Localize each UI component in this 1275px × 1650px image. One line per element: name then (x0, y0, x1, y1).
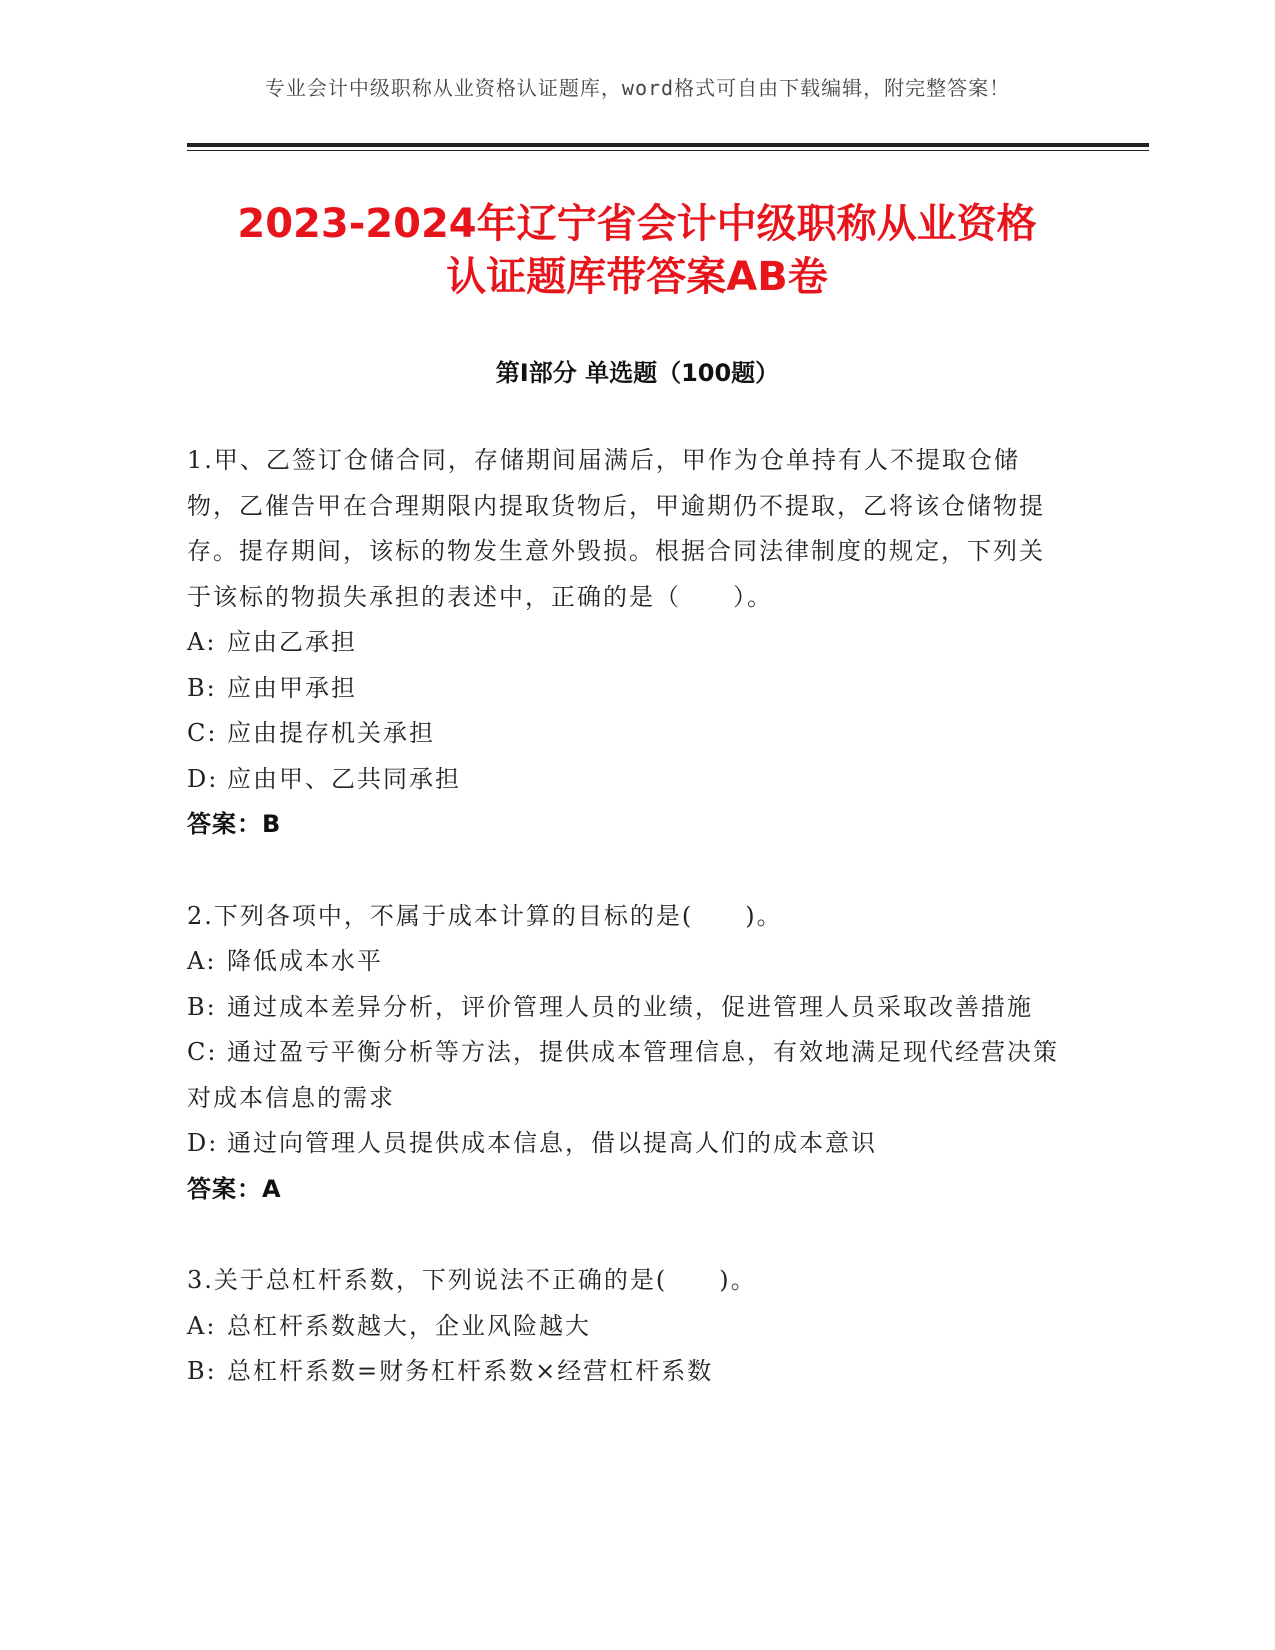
option-c (187, 1030, 1067, 1121)
header-note: 专业会计中级职称从业资格认证题库，word格式可自由下载编辑，附完整答案！ (264, 76, 1011, 100)
option-letter: B: (187, 1357, 217, 1385)
option-text: 通过向管理人员提供成本信息，借以提高人们的成本意识 (227, 1129, 877, 1157)
option-text: 通过成本差异分析，评价管理人员的业绩，促进管理人员采取改善措施 (227, 992, 1033, 1021)
option-c (187, 711, 1067, 757)
option-a (187, 1304, 1067, 1350)
option-a (187, 620, 1067, 666)
option-d (187, 1121, 1067, 1167)
section-heading: 第Ⅰ部分 单选题（100题） (495, 359, 780, 387)
question-2 (187, 894, 1067, 1213)
question-3 (187, 1258, 1067, 1395)
option-text: 应由甲、乙共同承担 (227, 764, 461, 793)
question-list (187, 438, 1067, 1441)
option-text: 通过盈亏平衡分析等方法，提供成本管理信息，有效地满足现代经营决策对成本信息的需求 (187, 1038, 1059, 1112)
option-text: 总杠杆系数=财务杠杆系数×经营杠杆系数 (227, 1357, 714, 1385)
option-text: 降低成本水平 (227, 947, 383, 975)
option-letter: B: (187, 673, 217, 702)
option-letter: B: (187, 992, 217, 1021)
option-letter: A: (187, 1311, 217, 1340)
option-letter: A: (187, 628, 217, 656)
question-stem: 3.关于总杠杆系数，下列说法不正确的是( )。 (187, 1266, 757, 1294)
question-1 (187, 438, 1067, 848)
answer-key: 答案：B (187, 810, 282, 838)
option-text: 应由提存机关承担 (227, 719, 435, 747)
option-a (187, 939, 1067, 985)
option-letter: D: (187, 764, 219, 793)
option-d (187, 757, 1067, 803)
option-text: 应由乙承担 (227, 628, 357, 656)
answer-key: 答案：A (187, 1174, 282, 1203)
option-b (187, 666, 1067, 712)
option-b (187, 985, 1067, 1031)
option-b (187, 1349, 1067, 1395)
option-letter: D: (187, 1129, 219, 1157)
document-title-line-1: 2023-2024年辽宁省会计中级职称从业资格 (237, 201, 1037, 247)
option-letter: C: (187, 1038, 218, 1066)
question-stem: 2.下列各项中，不属于成本计算的目标的是( )。 (187, 901, 783, 930)
option-letter: A: (187, 947, 217, 975)
option-letter: C: (187, 719, 218, 747)
header-divider (187, 143, 1149, 147)
document-title-line-2: 认证题库带答案AB卷 (446, 254, 828, 300)
document-title (137, 198, 1137, 304)
question-stem: 1.甲、乙签订仓储合同，存储期间届满后，甲作为仓单持有人不提取仓储物，乙催告甲在合理期限内提取货物后，甲逾期仍不提取，乙将该仓储物提存。提存期间，该标的物发生意外毁损。根据合同法律制度的规定，下列关于该标的物损失承担的表述中，正确的是（ ）。 (187, 446, 1045, 611)
option-text: 总杠杆系数越大，企业风险越大 (227, 1311, 591, 1340)
option-text: 应由甲承担 (227, 673, 357, 702)
